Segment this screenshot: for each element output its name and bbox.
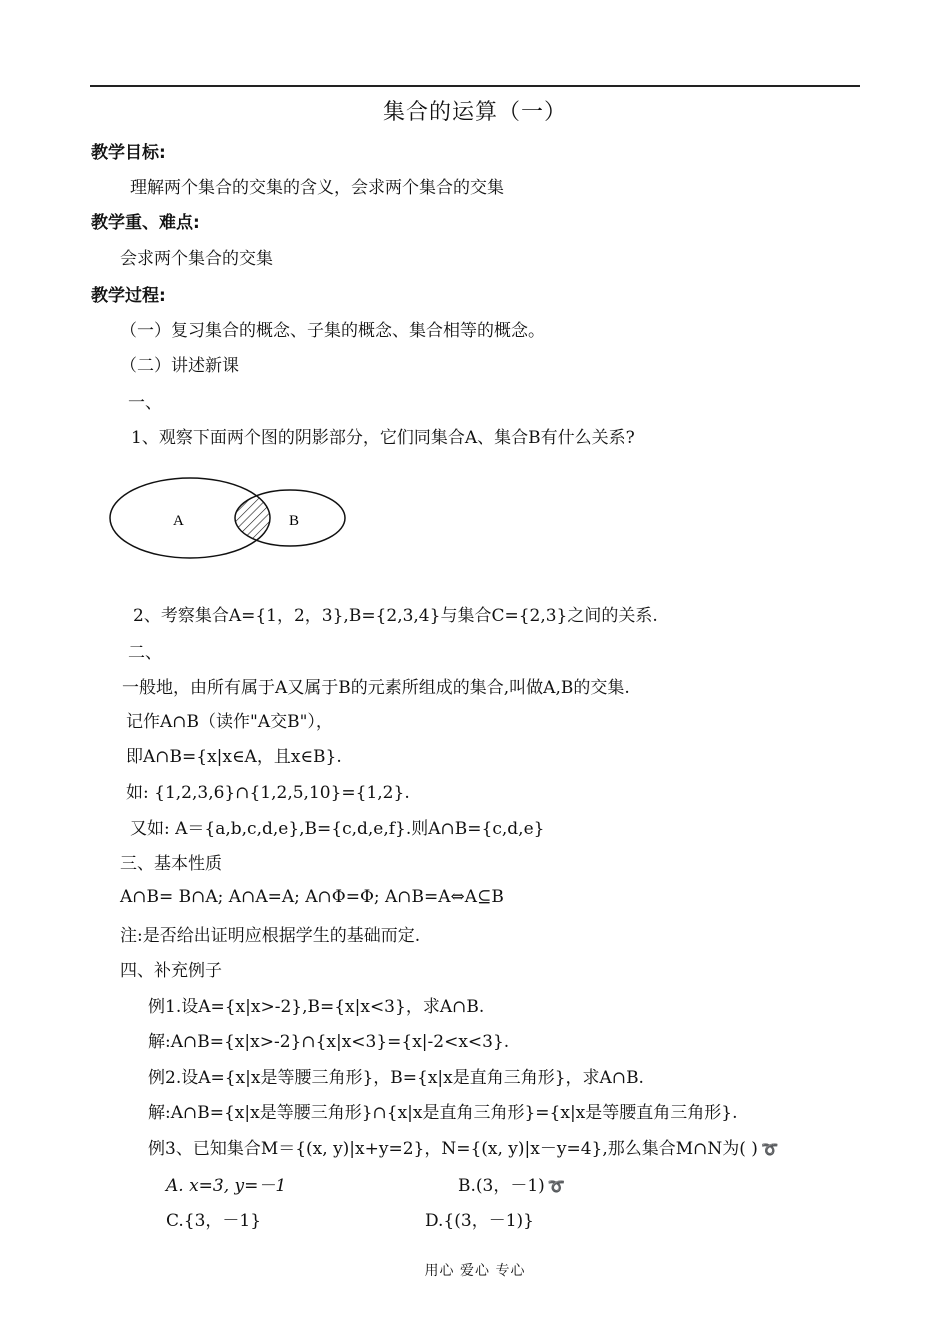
page-title: 集合的运算（一） [382,100,567,125]
venn-diagram [100,470,360,565]
example-three: 例3、已知集合M＝{(x, y)|x+y=2}，N={(x, y)|x－y=4},那么集合M∩N为( ) [148,1139,758,1159]
example-three-row [148,1138,778,1161]
option-d: D.{(3，－1)} [425,1211,534,1231]
example-b-line: 又如: A＝{a,b,c,d,e},B={c,d,e,f}.则A∩B={c,d,e} [130,819,545,839]
question-one: 1、观察下面两个图的阴影部分，它们同集合A、集合B有什么关系? [131,428,635,448]
question-two: 2、考察集合A={1，2，3},B={2,3,4}与集合C={2,3}之间的关系. [133,606,658,626]
option-b: B.(3，－1) [458,1176,545,1196]
example-one: 例1.设A={x|x>-2},B={x|x<3}，求A∩B. [148,997,485,1017]
solution-one: 解:A∩B={x|x>-2}∩{x|x<3}={x|-2<x<3}. [148,1032,510,1052]
example-a-line: 如: {1,2,3,6}∩{1,2,5,10}={1,2}. [126,783,410,803]
intersection-definition: 一般地，由所有属于A又属于B的元素所组成的集合,叫做A,B的交集. [122,678,630,698]
option-b-row [458,1175,565,1198]
decorative-snail-icon: ➰ [760,1142,779,1158]
option-a: A. x=3, y=－1 [166,1176,287,1196]
properties-line: A∩B= B∩A; A∩A=A; A∩Φ=Φ; A∩B=A⇔A⊆B [120,887,504,907]
notation-line: 记作A∩B（读作"A交B"）， [126,712,333,732]
part-four-label: 四、补充例子 [120,961,222,981]
part-one-label: 一、 [128,393,162,413]
option-c: C.{3，－1} [166,1211,262,1231]
new-lesson-line: （二）讲述新课 [120,356,239,376]
solution-two: 解:A∩B={x|x是等腰三角形}∩{x|x是直角三角形}={x|x是等腰直角三角形}. [148,1103,738,1123]
process-heading: 教学过程: [91,286,166,306]
goal-text: 理解两个集合的交集的含义，会求两个集合的交集 [130,178,504,198]
page-footer: 用心 爱心 专心 [424,1263,526,1279]
example-two: 例2.设A={x|x是等腰三角形}，B={x|x是直角三角形}，求A∩B. [148,1068,644,1088]
review-line: （一）复习集合的概念、子集的概念、集合相等的概念。 [120,321,545,341]
part-three-label: 三、基本性质 [120,854,222,874]
key-heading: 教学重、难点: [91,213,200,233]
formula-line: 即A∩B={x|x∈A，且x∈B}. [126,747,342,767]
note-line: 注:是否给出证明应根据学生的基础而定. [120,926,421,946]
part-two-label: 二、 [128,643,162,663]
header-rule [90,85,860,87]
venn-label-b: B [289,513,300,529]
goal-heading: 教学目标: [91,143,166,163]
decorative-snail-icon: ➰ [547,1179,566,1195]
key-text: 会求两个集合的交集 [120,249,273,269]
venn-label-a: A [173,513,184,529]
